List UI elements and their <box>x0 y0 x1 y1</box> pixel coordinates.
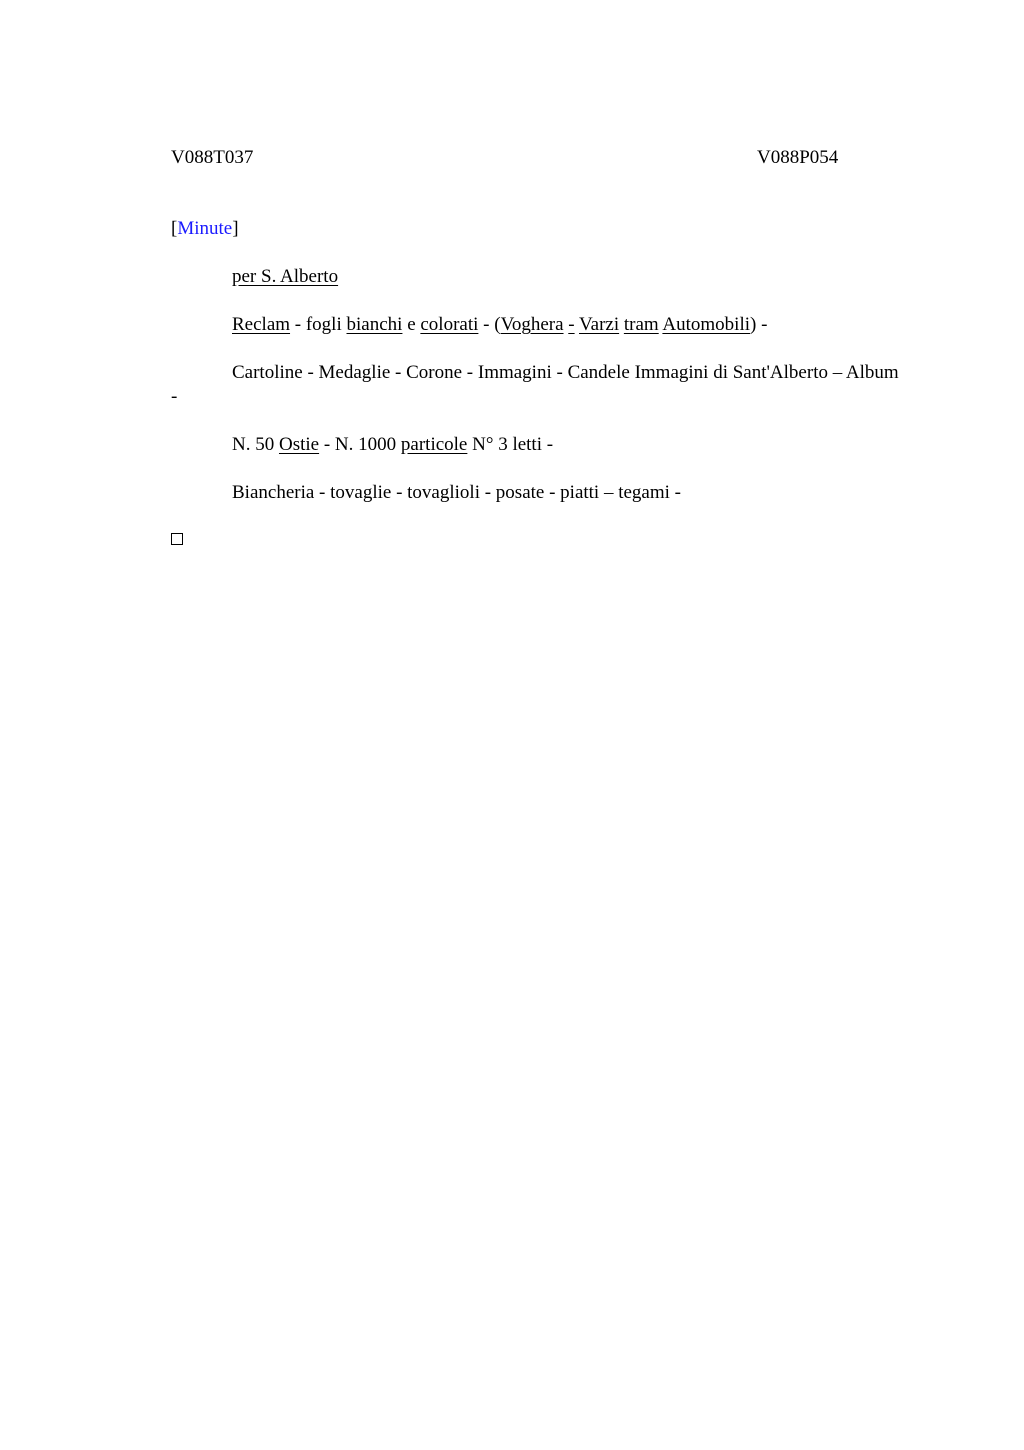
minute-link[interactable]: Minute <box>177 218 233 239</box>
checkbox-icon <box>171 533 183 545</box>
underlined-text: Varzi <box>579 314 620 335</box>
underlined-text: Ostie <box>278 434 320 455</box>
plain-text: N° 3 letti - <box>467 434 554 455</box>
heading-bracket-close: ] <box>232 218 239 239</box>
underlined-text: particole <box>400 434 468 455</box>
heading-bracket-open: [ <box>171 218 178 239</box>
document-reference-right: V088P054 <box>757 147 839 168</box>
line-reclam <box>171 313 899 337</box>
line-biancheria: Biancheria - tovaglie - tovaglioli - posate - piatti – tegami - <box>232 482 681 503</box>
underlined-text: tram <box>623 314 659 335</box>
plain-text: - fogli <box>290 314 347 335</box>
plain-text: - N. 1000 <box>319 434 401 455</box>
section-heading <box>171 217 899 241</box>
underlined-text: Voghera <box>500 314 564 335</box>
underlined-text: Automobili <box>662 314 751 335</box>
underlined-text: Reclam <box>232 314 291 335</box>
underlined-text: per S. Alberto <box>232 266 339 287</box>
plain-text: - ( <box>478 314 501 335</box>
end-mark <box>171 529 899 551</box>
underlined-text: bianchi <box>346 314 403 335</box>
line-cartoline: Cartoline - Medaglie - Corone - Immagini - Candele Immagini di Sant'Alberto – Album - <box>171 362 899 407</box>
plain-text: N. 50 <box>232 434 279 455</box>
line-per-s-alberto <box>171 265 899 289</box>
plain-text: e <box>402 314 421 335</box>
document-reference-left: V088T037 <box>171 147 254 168</box>
underlined-text: colorati <box>420 314 479 335</box>
document-body <box>171 217 899 551</box>
underlined-text: - <box>568 314 575 335</box>
plain-text: ) - <box>750 314 768 335</box>
line-ostie <box>171 433 899 457</box>
